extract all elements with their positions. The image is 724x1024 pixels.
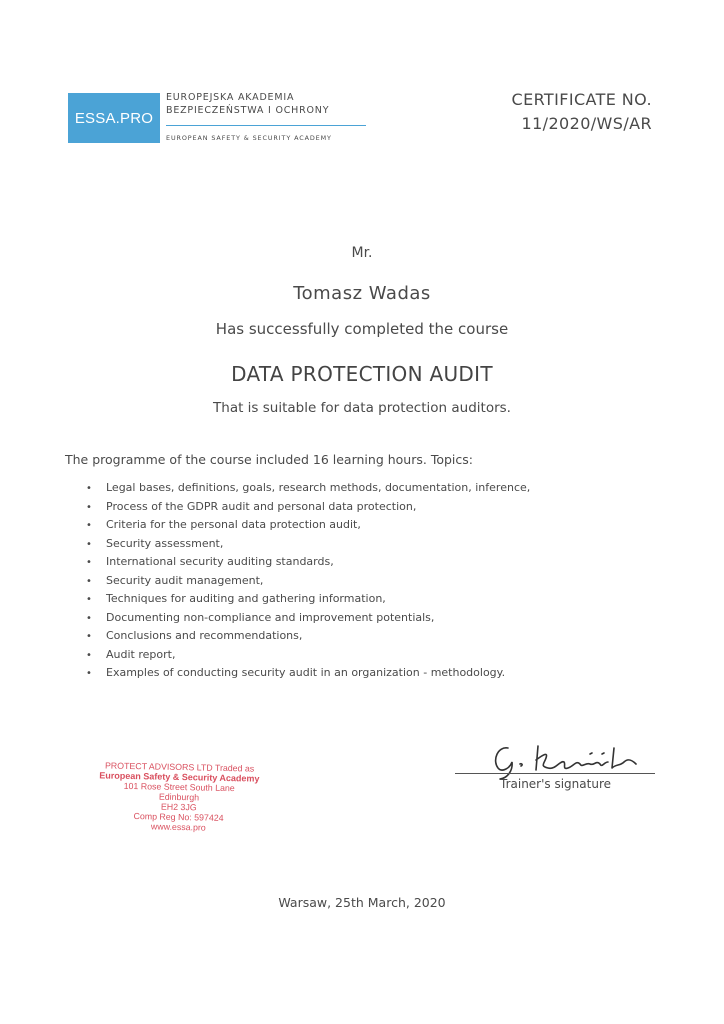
list-item: [86, 553, 530, 572]
topic-text: Process of the GDPR audit and personal data protection,: [106, 499, 417, 513]
logo-divider: [166, 125, 366, 126]
topic-text: Examples of conducting security audit in an organization - methodology.: [106, 666, 506, 679]
list-item: [86, 479, 530, 498]
academy-name-polish-line2: BEZPIECZEŃSTWA I OCHRONY: [166, 105, 330, 116]
list-item: [86, 627, 530, 646]
bullet-icon: •: [86, 538, 92, 550]
bullet-icon: •: [86, 594, 92, 605]
bullet-icon: •: [86, 612, 92, 624]
stamp-line-website: www.essa.pro: [150, 821, 206, 833]
list-item: [86, 535, 530, 554]
essa-logo-mark: [68, 93, 160, 143]
list-item: [86, 609, 530, 628]
topic-text: Conclusions and recommendations,: [106, 629, 303, 642]
certificate-label: CERTIFICATE NO.: [511, 90, 652, 109]
topic-text: Audit report,: [106, 647, 176, 661]
stamp-line-company: PROTECT ADVISORS LTD Traded as: [104, 760, 255, 774]
stamp-line-reg-no: Comp Reg No: 597424: [133, 811, 224, 823]
salutation: Mr.: [351, 245, 373, 261]
topic-text: Documenting non-compliance and improvement potentials,: [106, 610, 435, 624]
stamp-line-city: Edinburgh: [158, 791, 200, 803]
stamp-line-postcode: EH2 3JG: [160, 801, 197, 813]
completion-text: Has successfully completed the course: [215, 320, 509, 338]
bullet-icon: •: [86, 483, 92, 494]
certificate-number-block: [512, 88, 653, 136]
topic-text: Security audit management,: [106, 573, 264, 587]
recipient-name: Tomasz Wadas: [293, 283, 431, 304]
list-item: [86, 664, 530, 683]
logo-mark-text: ESSA.PRO: [74, 109, 154, 127]
topic-text: Criteria for the personal data protection audit,: [106, 518, 361, 531]
academy-name-block: [166, 91, 366, 142]
bullet-icon: •: [86, 668, 92, 679]
place-and-date: Warsaw, 25th March, 2020: [278, 895, 446, 910]
topic-text: Techniques for auditing and gathering information,: [106, 592, 386, 605]
company-stamp: [83, 760, 274, 834]
list-item: [86, 646, 530, 665]
bullet-icon: •: [86, 557, 92, 568]
topic-text: International security auditing standards,: [106, 555, 334, 568]
stamp-line-street: 101 Rose Street South Lane: [123, 780, 235, 794]
bullet-icon: •: [86, 631, 92, 642]
academy-name-english: EUROPEAN SAFETY & SECURITY ACADEMY: [166, 134, 332, 142]
stamp-line-academy: European Safety & Security Academy: [99, 770, 260, 784]
bullet-icon: •: [86, 575, 92, 587]
signature-line: [455, 773, 655, 774]
bullet-icon: •: [86, 649, 92, 661]
trainer-signature: [486, 738, 656, 782]
topic-text: Legal bases, definitions, goals, research methods, documentation, inference,: [106, 481, 531, 494]
signature-caption: Trainer's signature: [500, 777, 611, 791]
certificate-number: 11/2020/WS/AR: [521, 114, 652, 133]
topics-list: [86, 479, 530, 683]
list-item: [86, 572, 530, 591]
bullet-icon: •: [86, 520, 92, 531]
suitability-text: That is suitable for data protection auditors.: [213, 400, 511, 416]
programme-intro: The programme of the course included 16 learning hours. Topics:: [65, 452, 473, 467]
topic-text: Security assessment,: [106, 536, 224, 550]
list-item: [86, 516, 530, 535]
academy-name-polish-line1: EUROPEJSKA AKADEMIA: [166, 92, 295, 103]
course-title: DATA PROTECTION AUDIT: [231, 362, 493, 386]
bullet-icon: •: [86, 501, 92, 513]
list-item: [86, 498, 530, 517]
list-item: [86, 590, 530, 609]
